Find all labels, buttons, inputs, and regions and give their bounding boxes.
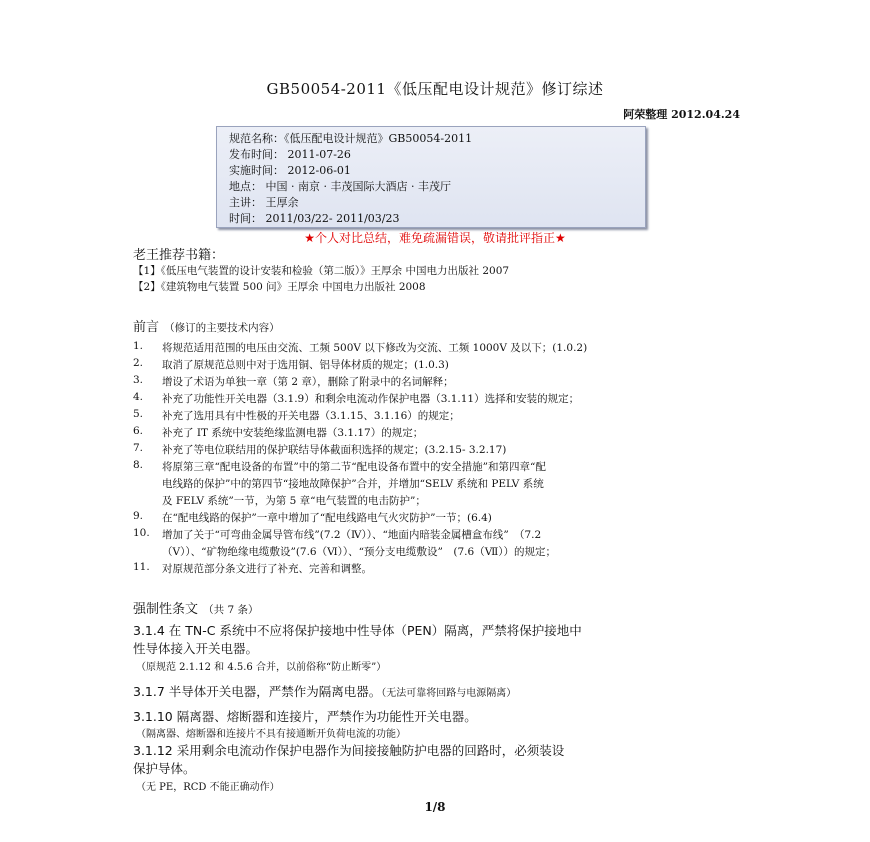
clause-3-1-10: 3.1.10 隔离器、熔断器和连接片，严禁作为功能性开关电器。 xyxy=(133,709,477,724)
info-time: 时间： 2011/03/22- 2011/03/23 xyxy=(229,212,400,225)
clause-3-1-12-line-2: 保护导体。 xyxy=(133,761,196,776)
author-date: 阿荣整理 2012.04.24 xyxy=(623,108,740,121)
preface-header xyxy=(133,316,280,335)
book-item-1: 【1】《低压电气装置的设计安装和检验（第二版）》王厚余 中国电力出版社 2007 xyxy=(133,265,510,277)
clause-3-1-4-line-1: 3.1.4 在 TN-C 系统中不应将保护接地中性导体（PEN）隔离，严禁将保护接地中 xyxy=(133,623,582,638)
preface-subheading: （修订的主要技术内容） xyxy=(164,322,280,334)
preface-heading: 前言 xyxy=(133,320,160,335)
document-title: GB50054-2011《低压配电设计规范》修订综述 xyxy=(266,80,604,98)
info-spec-name: 规范名称：《低压配电设计规范》GB50054-2011 xyxy=(229,132,473,145)
mandatory-heading: 强制性条文 xyxy=(133,602,199,617)
info-speaker: 主讲： 王厚余 xyxy=(229,196,299,209)
disclaimer-notice: ★个人对比总结，难免疏漏错误，敬请批评指正★ xyxy=(304,231,566,245)
clause-3-1-7-note: （无法可靠将回路与电源隔离） xyxy=(381,688,517,699)
clause-3-1-4-line-2: 性导体接入开关电器。 xyxy=(133,641,259,656)
mandatory-subheading: （共 7 条） xyxy=(203,604,259,616)
clause-3-1-4-note: （原规范 2.1.12 和 4.5.6 合并，以前俗称“防止断零”） xyxy=(136,662,387,673)
books-heading: 老王推荐书籍： xyxy=(133,248,225,263)
book-item-2: 【2】《建筑物电气装置 500 问》王厚余 中国电力出版社 2008 xyxy=(133,281,426,293)
clause-3-1-12-note: （无 PE，RCD 不能正确动作） xyxy=(136,782,280,793)
info-release-date: 发布时间： 2011-07-26 xyxy=(229,148,351,161)
page-number: 1/8 xyxy=(424,800,446,814)
info-location: 地点： 中国 · 南京 · 丰茂国际大酒店 · 丰茂厅 xyxy=(229,180,451,193)
clause-3-1-7: 3.1.7 半导体开关电器，严禁作为隔离电器。（无法可靠将回路与电源隔离） xyxy=(133,684,517,699)
spec-info-box xyxy=(216,126,646,228)
mandatory-header xyxy=(133,598,258,617)
clause-3-1-10-note: （隔离器、熔断器和连接片不具有接通断开负荷电流的功能） xyxy=(136,729,406,740)
clause-3-1-12-line-1: 3.1.12 采用剩余电流动作保护电器作为间接接触防护电器的回路时，必须装设 xyxy=(133,743,565,758)
info-effective-date: 实施时间： 2012-06-01 xyxy=(229,164,351,177)
